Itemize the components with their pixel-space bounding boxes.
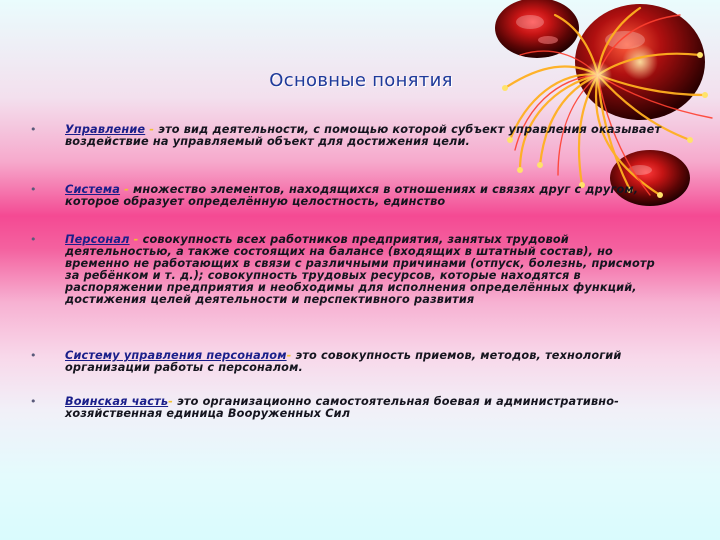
page-title: Основные понятия [269, 70, 453, 91]
definition-text [65, 396, 665, 420]
definition-separator: - [168, 395, 178, 408]
red-sphere-small [495, 0, 579, 58]
bullet-icon: • [30, 395, 37, 408]
definition-term: Воинская часть [65, 395, 169, 408]
definition-separator: - [286, 349, 296, 362]
definition-term: Система [65, 183, 121, 196]
definition-text [65, 124, 665, 148]
definition-body: это организационно самостоятельная боевая и административно-хозяйственная единица Вооруженных Сил [65, 395, 620, 420]
definition-term: Управление [65, 123, 146, 136]
bullet-icon: • [30, 123, 37, 136]
definition-body: это совокупность приемов, методов, технологий организации работы с персоналом. [65, 349, 622, 374]
bullet-icon: • [30, 183, 37, 196]
definition-body: это вид деятельности, с помощью которой субъект управления оказывает воздействие на управляемый объект для достижения цели. [65, 123, 662, 148]
definition-separator: - [129, 233, 143, 246]
definition-text [65, 234, 665, 306]
definition-body: совокупность всех работников предприятия, занятых трудовой деятельностью, а также состоящих на балансе (входящих в штатный состав), но временно не работающих в связи с различными причинами (отпуск, болезнь, присмотр за ребёнком и т. д.); совокупность трудовых ресурсов, которые находятся в распоряжении предприятия и необходимы для исполнения определённых функций, достижения целей деятельности и перспективного развития [65, 233, 655, 306]
definition-text [65, 350, 665, 374]
definition-body: множество элементов, находящихся в отношениях и связях друг с другом, которое образует определённую целостность, единство [65, 183, 639, 208]
bullet-icon: • [30, 233, 37, 246]
definition-text [65, 184, 665, 208]
definition-separator: - [120, 183, 134, 196]
definition-term: Систему управления персоналом [65, 349, 287, 362]
bullet-icon: • [30, 349, 37, 362]
definition-separator: - [145, 123, 159, 136]
definition-term: Персонал [65, 233, 130, 246]
